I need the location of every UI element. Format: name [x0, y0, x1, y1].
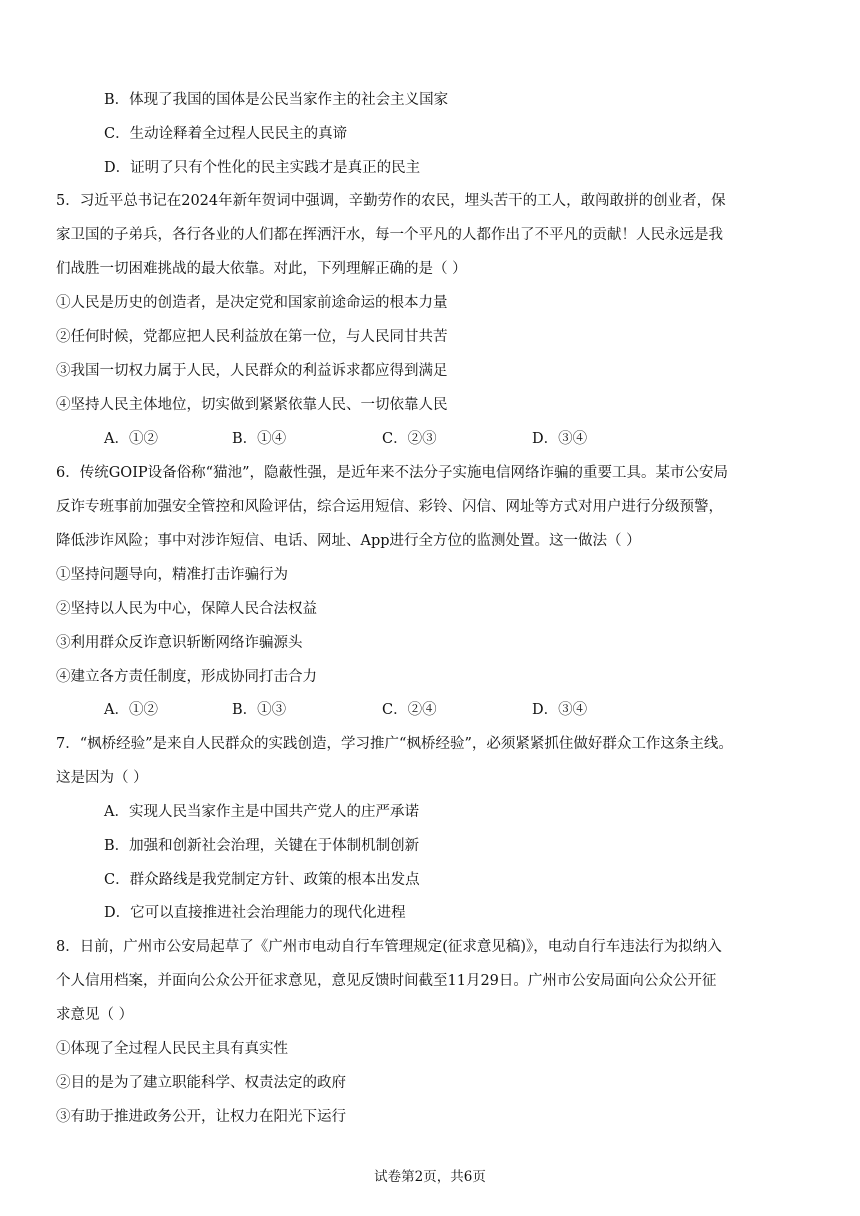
- q7-stem-line-2: 这是因为（ ）: [56, 770, 148, 786]
- q5-item-1: ①人民是历史的创造者，是决定党和国家前途命运的根本力量: [56, 295, 448, 311]
- q4-option-c: C．生动诠释着全过程人民民主的真谛: [104, 126, 348, 142]
- q5-choice-a: A．①②: [104, 431, 158, 447]
- q5-item-4: ④坚持人民主体地位，切实做到紧紧依靠人民、一切依靠人民: [56, 397, 448, 413]
- q7-option-d: D．它可以直接推进社会治理能力的现代化进程: [104, 905, 406, 921]
- q8-item-1: ①体现了全过程人民民主具有真实性: [56, 1041, 288, 1057]
- q6-item-3: ③利用群众反诈意识斩断网络诈骗源头: [56, 635, 303, 651]
- q5-item-2: ②任何时候，党都应把人民利益放在第一位，与人民同甘共苦: [56, 329, 448, 345]
- q5-choice-c: C．②③: [382, 431, 437, 447]
- q5-stem-line-3: 们战胜一切困难挑战的最大依靠。对此，下列理解正确的是（ ）: [56, 261, 467, 277]
- q5-item-3: ③我国一切权力属于人民，人民群众的利益诉求都应得到满足: [56, 363, 448, 379]
- q7-option-b: B．加强和创新社会治理，关键在于体制机制创新: [104, 838, 420, 854]
- q4-option-d: D．证明了只有个性化的民主实践才是真正的民主: [104, 160, 421, 176]
- q6-choice-b: B．①③: [232, 702, 287, 718]
- q6-choice-d: D．③④: [532, 702, 588, 718]
- q5-choice-d: D．③④: [532, 431, 588, 447]
- q7-option-c: C．群众路线是我党制定方针、政策的根本出发点: [104, 872, 420, 888]
- q8-stem-line-3: 求意见（ ）: [56, 1007, 134, 1023]
- q5-stem-line-1: 5．习近平总书记在2024年新年贺词中强调，辛勤劳作的农民，埋头苦干的工人，敢闯敢拼的创业者，保: [56, 193, 726, 209]
- q6-stem-line-1: 6．传统GOIP设备俗称“猫池”，隐蔽性强，是近年来不法分子实施电信网络诈骗的重要工具。某市公安局: [56, 465, 729, 481]
- q6-item-4: ④建立各方责任制度，形成协同打击合力: [56, 669, 317, 685]
- q7-stem-line-1: 7．“枫桥经验”是来自人民群众的实践创造，学习推广“枫桥经验”，必须紧紧抓住做好群众工作这条主线。: [56, 736, 733, 752]
- q8-item-2: ②目的是为了建立职能科学、权责法定的政府: [56, 1075, 346, 1091]
- q6-item-1: ①坚持问题导向，精准打击诈骗行为: [56, 567, 288, 583]
- q6-stem-line-2: 反诈专班事前加强安全管控和风险评估，综合运用短信、彩铃、闪信、网址等方式对用户进行分级预警，: [56, 499, 723, 515]
- q8-item-3: ③有助于推进政务公开，让权力在阳光下运行: [56, 1109, 346, 1125]
- q6-stem-line-3: 降低涉诈风险；事中对涉诈短信、电话、网址、App进行全方位的监测处置。这一做法（ ）: [56, 533, 641, 549]
- page-footer: 试卷第2页，共6页: [374, 1169, 486, 1185]
- q5-choice-b: B．①④: [232, 431, 287, 447]
- q8-stem-line-2: 个人信用档案，并面向公众公开征求意见，意见反馈时间截至11月29日。广州市公安局面向公众公开征: [56, 973, 717, 989]
- q5-stem-line-2: 家卫国的子弟兵，各行各业的人们都在挥洒汗水，每一个平凡的人都作出了不平凡的贡献！人民永远是我: [56, 227, 723, 243]
- q8-stem-line-1: 8．日前，广州市公安局起草了《广州市电动自行车管理规定(征求意见稿)》，电动自行车违法行为拟纳入: [56, 939, 722, 955]
- q6-choice-c: C．②④: [382, 702, 437, 718]
- q4-option-b: B．体现了我国的国体是公民当家作主的社会主义国家: [104, 92, 449, 108]
- q6-choice-a: A．①②: [104, 702, 158, 718]
- q7-option-a: A．实现人民当家作主是中国共产党人的庄严承诺: [104, 804, 419, 820]
- q6-item-2: ②坚持以人民为中心，保障人民合法权益: [56, 601, 317, 617]
